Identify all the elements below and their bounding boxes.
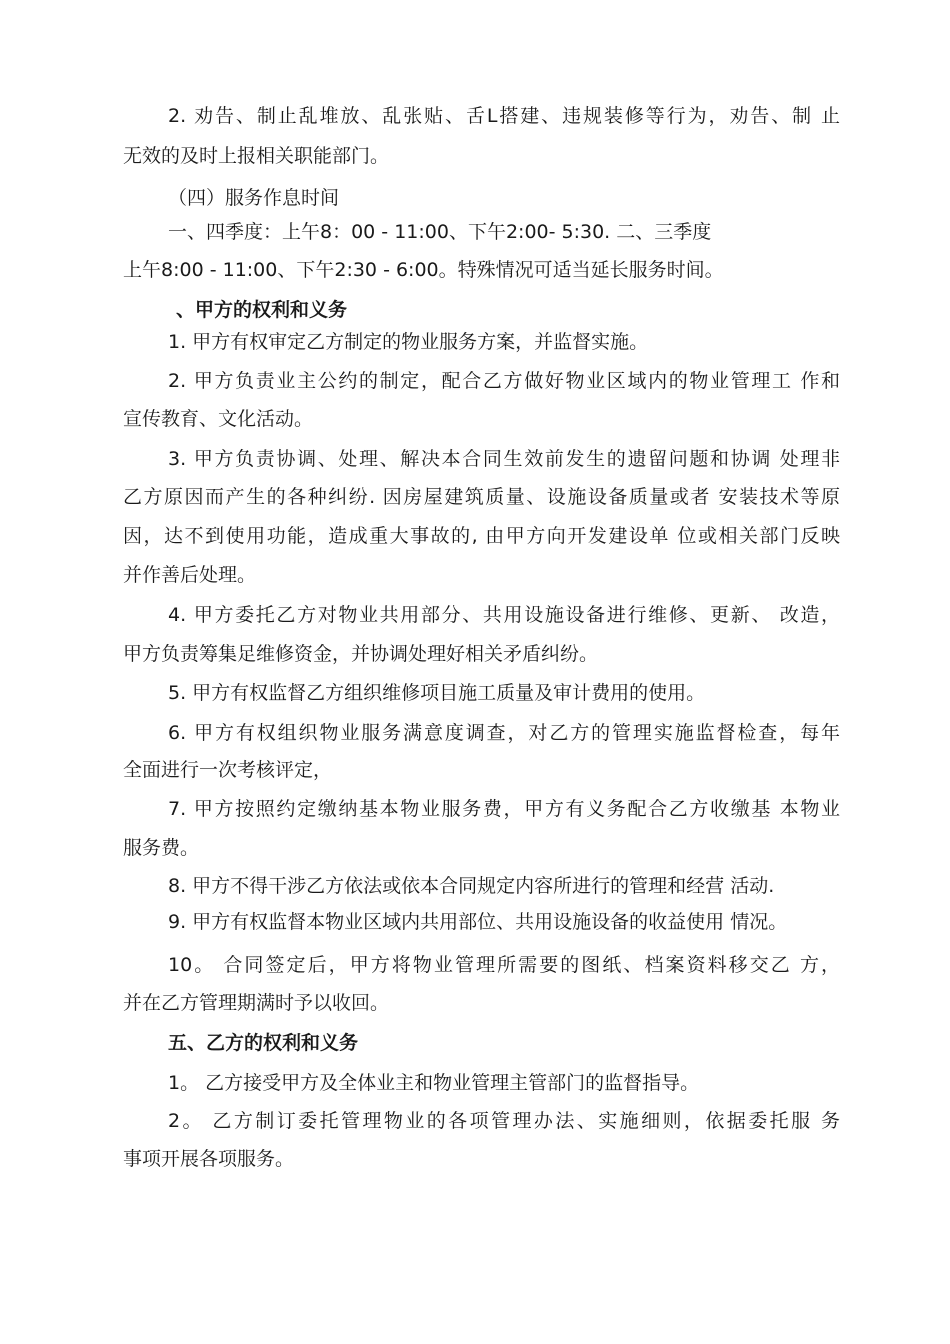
para-line: 10。 合同签定后，甲方将物业管理所需要的图纸、档案资料移交乙 方， (168, 954, 840, 976)
section-heading: 、甲方的权利和义务 (176, 299, 348, 321)
para-line: 7. 甲方按照约定缴纳基本物业服务费，甲方有义务配合乙方收缴基 本物业 (168, 798, 840, 820)
para-line: 甲方负责筹集足维修资金，并协调处理好相关矛盾纠纷。 (123, 643, 599, 665)
para-line: 因，达不到使用功能，造成重大事故的, 由甲方向开发建设单 位或相关部门反映 (123, 525, 840, 547)
para-line: 9. 甲方有权监督本物业区域内共用部位、共用设施设备的收益使用 情况。 (168, 911, 788, 933)
para-line: 1. 甲方有权审定乙方制定的物业服务方案，并监督实施。 (168, 331, 649, 353)
section-heading: （四）服务作息时间 (168, 187, 340, 209)
para-line: 1。 乙方接受甲方及全体业主和物业管理主管部门的监督指导。 (168, 1072, 700, 1094)
para-line: 一、四季度：上午8：00 - 11:00、下午2:00- 5:30. 二、三季度 (168, 221, 712, 243)
para-line: 无效的及时上报相关职能部门。 (123, 145, 390, 167)
para-line: 2. 劝告、制止乱堆放、乱张贴、舌L搭建、违规装修等行为，劝告、制 止 (168, 105, 840, 127)
para-line: 并作善后处理。 (123, 564, 257, 586)
para-line: 服务费。 (123, 837, 200, 859)
para-line: 上午8:00 - 11:00、下午2:30 - 6:00。特殊情况可适当延长服务时间。 (123, 259, 724, 281)
para-line: 事项开展各项服务。 (123, 1148, 295, 1170)
para-line: 宣传教育、文化活动。 (123, 408, 314, 430)
para-line: 2. 甲方负责业主公约的制定，配合乙方做好物业区域内的物业管理工 作和 (168, 370, 840, 392)
para-line: 3. 甲方负责协调、处理、解决本合同生效前发生的遗留问题和协调 处理非 (168, 448, 840, 470)
section-heading: 五、乙方的权利和义务 (168, 1032, 359, 1054)
para-line: 5. 甲方有权监督乙方组织维修项目施工质量及审计费用的使用。 (168, 682, 706, 704)
para-line: 4. 甲方委托乙方对物业共用部分、共用设施设备进行维修、更新、 改造， (168, 604, 840, 626)
para-line: 6. 甲方有权组织物业服务满意度调查，对乙方的管理实施监督检查，每年 (168, 722, 840, 744)
para-line: 乙方原因而产生的各种纠纷. 因房屋建筑质量、设施设备质量或者 安装技术等原 (123, 486, 840, 508)
para-line: 2。 乙方制订委托管理物业的各项管理办法、实施细则，依据委托服 务 (168, 1110, 840, 1132)
para-line: 8. 甲方不得干涉乙方依法或依本合同规定内容所进行的管理和经营 活动. (168, 875, 775, 897)
para-line: 并在乙方管理期满时予以收回。 (123, 992, 390, 1014)
para-line: 全面进行一次考核评定， (123, 759, 333, 781)
